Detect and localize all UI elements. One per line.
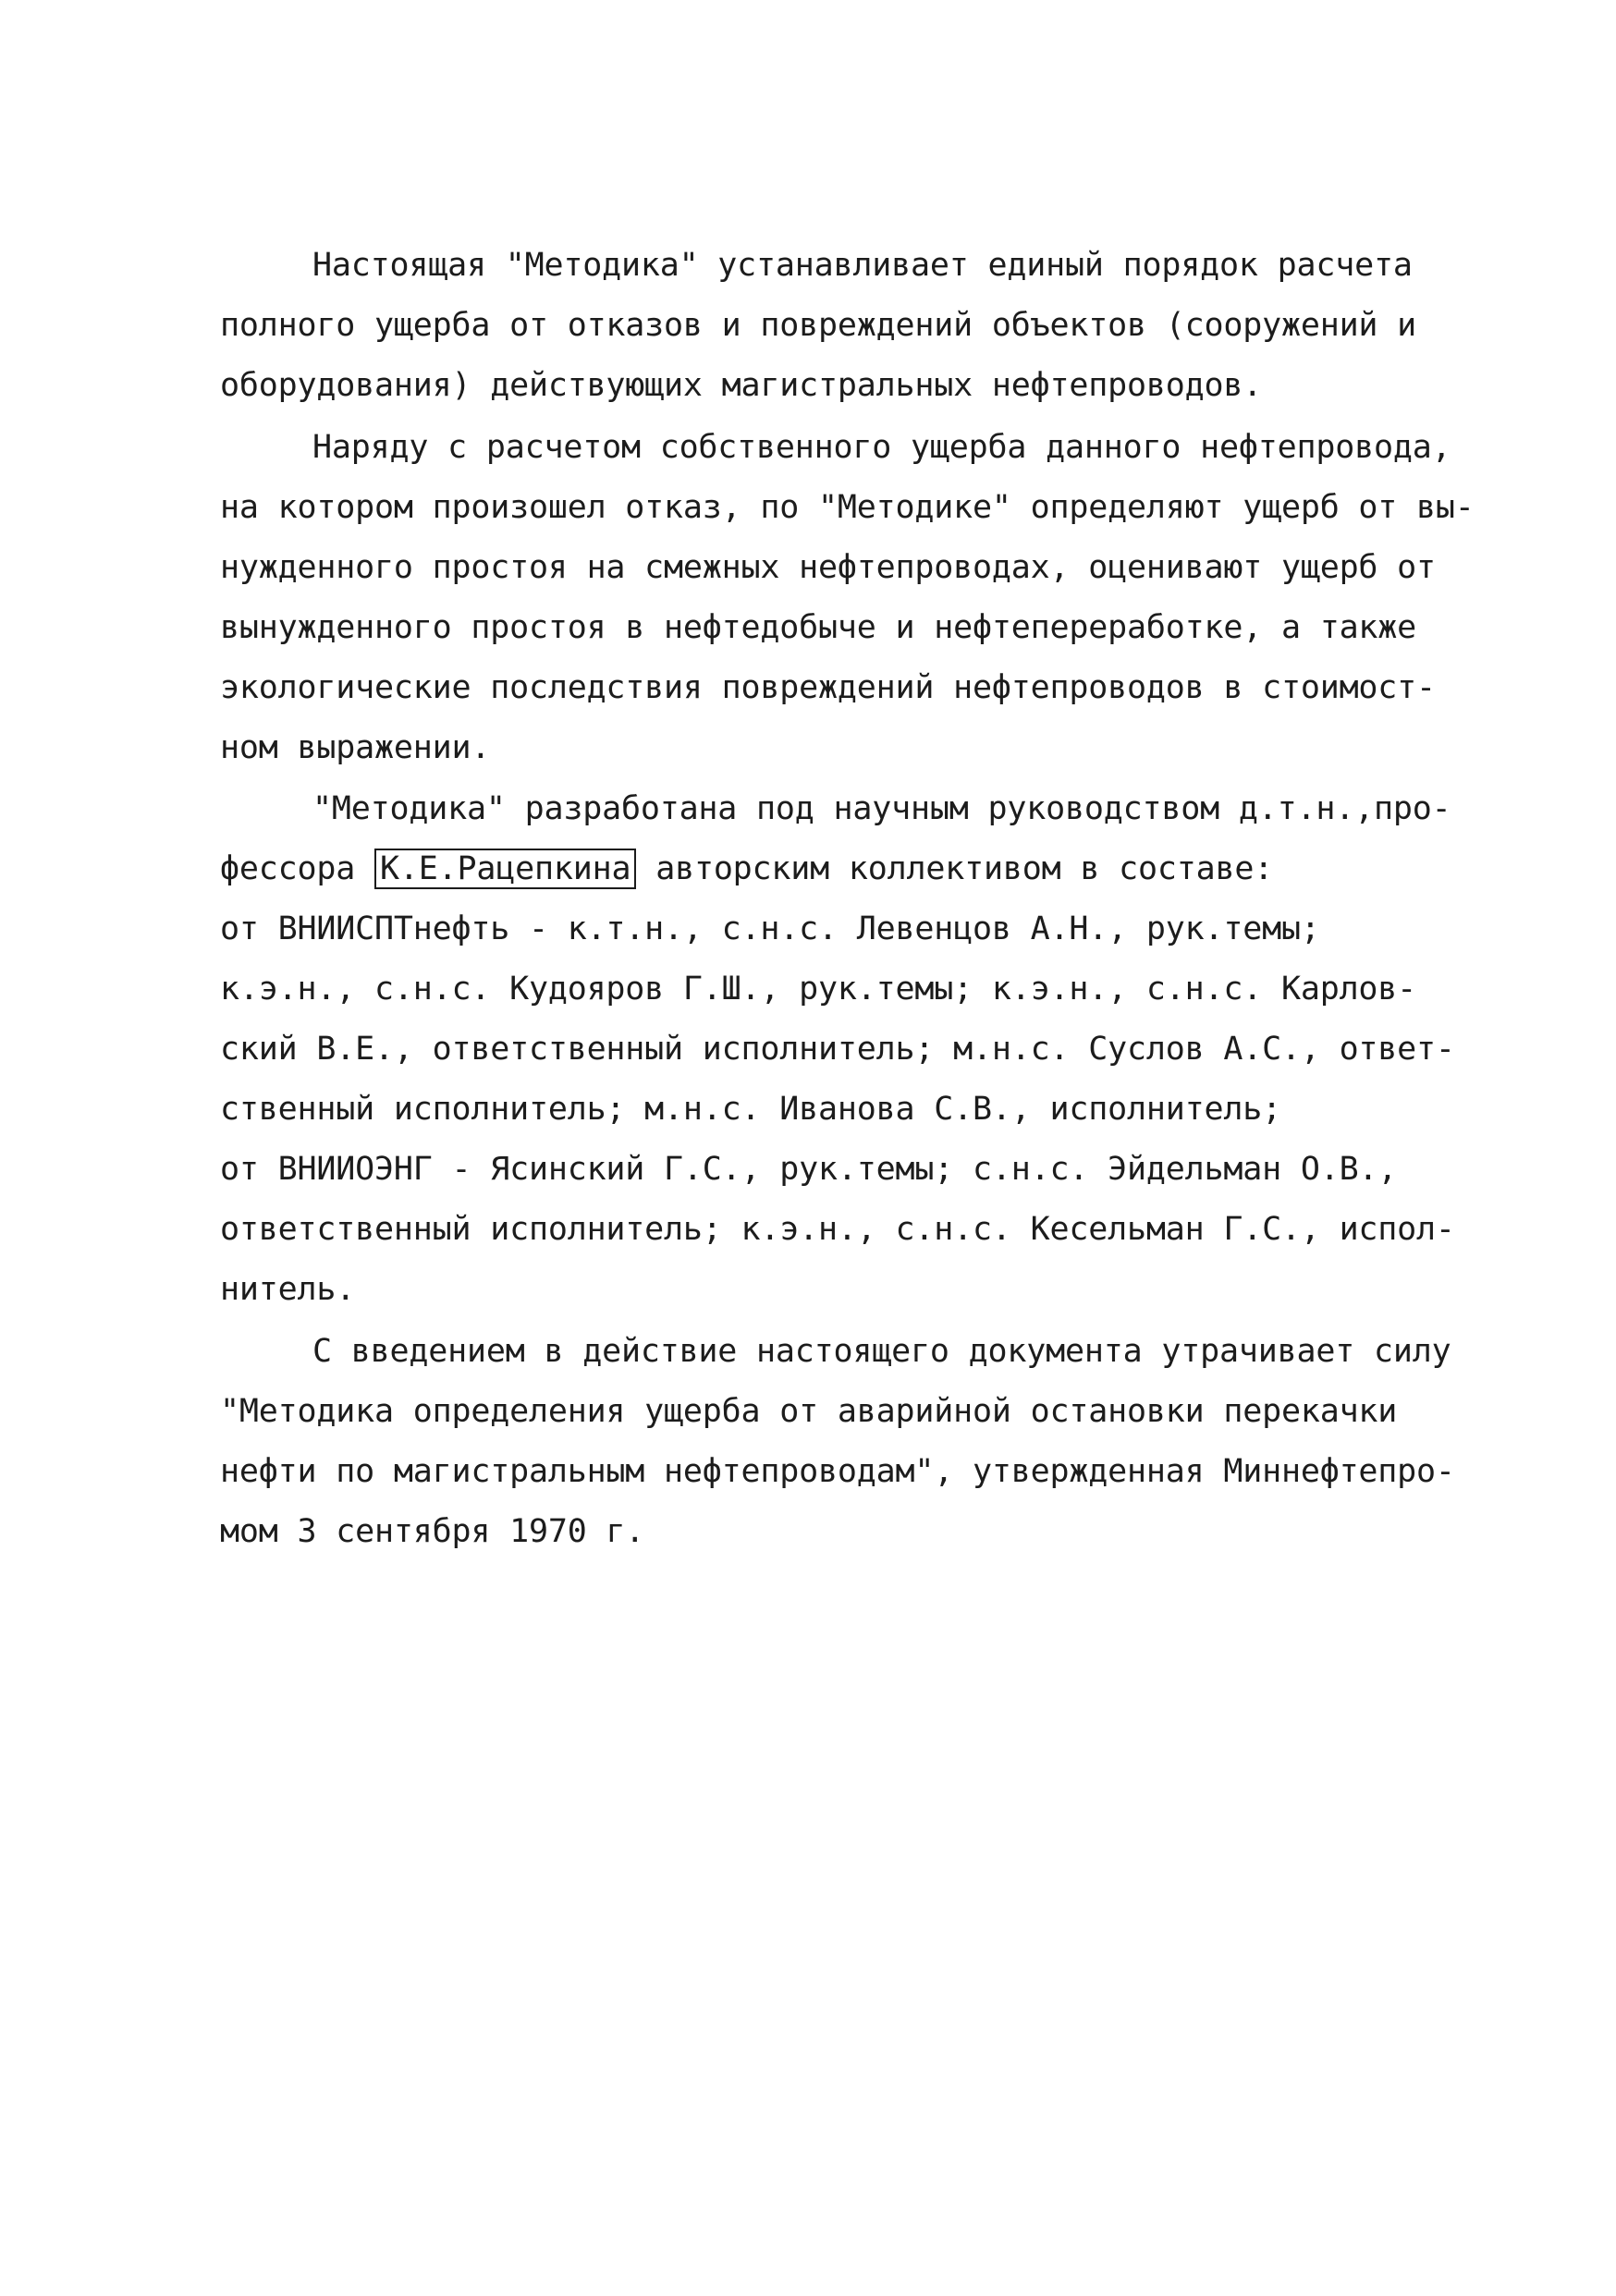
paragraph-3-line-2-after: авторским коллективом в составе:: [636, 850, 1274, 887]
paragraph-3-line-3: от ВНИИСПТнефть - к.т.н., с.н.с. Левенцов А.Н., рук.темы;: [220, 910, 1320, 947]
paragraph-3-line-8: ответственный исполнитель; к.э.н., с.н.с. Кесельман Г.С., испол-: [220, 1211, 1455, 1248]
paragraph-1-line-2: полного ущерба от отказов и повреждений объектов (сооружений и: [220, 307, 1417, 344]
paragraph-1-line-1: Настоящая "Методика" устанавливает единый порядок расчета: [312, 247, 1413, 284]
paragraph-2-line-3: нужденного простоя на смежных нефтепроводах, оценивают ущерб от: [220, 549, 1436, 586]
paragraph-1-line-3: оборудования) действующих магистральных нефтепроводов.: [220, 367, 1263, 404]
paragraph-2-line-2: на котором произошел отказ, по "Методике" определяют ущерб от вы-: [220, 489, 1475, 526]
paragraph-3-line-9: нитель.: [220, 1271, 356, 1308]
paragraph-3-line-1: "Методика" разработана под научным руководством д.т.н.,про-: [312, 790, 1451, 827]
paragraph-2-line-4: вынужденного простоя в нефтедобыче и нефтепереработке, а также: [220, 609, 1417, 646]
boxed-author-name: К.Е.Рацепкина: [374, 849, 636, 889]
paragraph-2-line-5: экологические последствия повреждений нефтепроводов в стоимост-: [220, 669, 1436, 706]
paragraph-4-line-2: "Методика определения ущерба от аварийной остановки перекачки: [220, 1393, 1398, 1430]
paragraph-4-line-4: мом 3 сентября 1970 г.: [220, 1513, 645, 1550]
paragraph-2-line-1: Наряду с расчетом собственного ущерба данного нефтепровода,: [312, 429, 1451, 466]
paragraph-3-line-2-before: фессора: [220, 850, 374, 887]
paragraph-2-line-6: ном выражении.: [220, 729, 491, 766]
paragraph-3-line-4: к.э.н., с.н.с. Кудояров Г.Ш., рук.темы; к.э.н., с.н.с. Карлов-: [220, 971, 1417, 1008]
paragraph-3-line-2: [220, 849, 1273, 889]
paragraph-3-line-6: ственный исполнитель; м.н.с. Иванова С.В., исполнитель;: [220, 1091, 1281, 1128]
paragraph-4-line-1: С введением в действие настоящего документа утрачивает силу: [312, 1333, 1451, 1370]
paragraph-4-line-3: нефти по магистральным нефтепроводам", утвержденная Миннефтепро-: [220, 1453, 1455, 1490]
paragraph-3-line-5: ский В.Е., ответственный исполнитель; м.н.с. Суслов А.С., ответ-: [220, 1031, 1455, 1068]
paragraph-3-line-7: от ВНИИОЭНГ - Ясинский Г.С., рук.темы; с.н.с. Эйдельман О.В.,: [220, 1151, 1398, 1188]
